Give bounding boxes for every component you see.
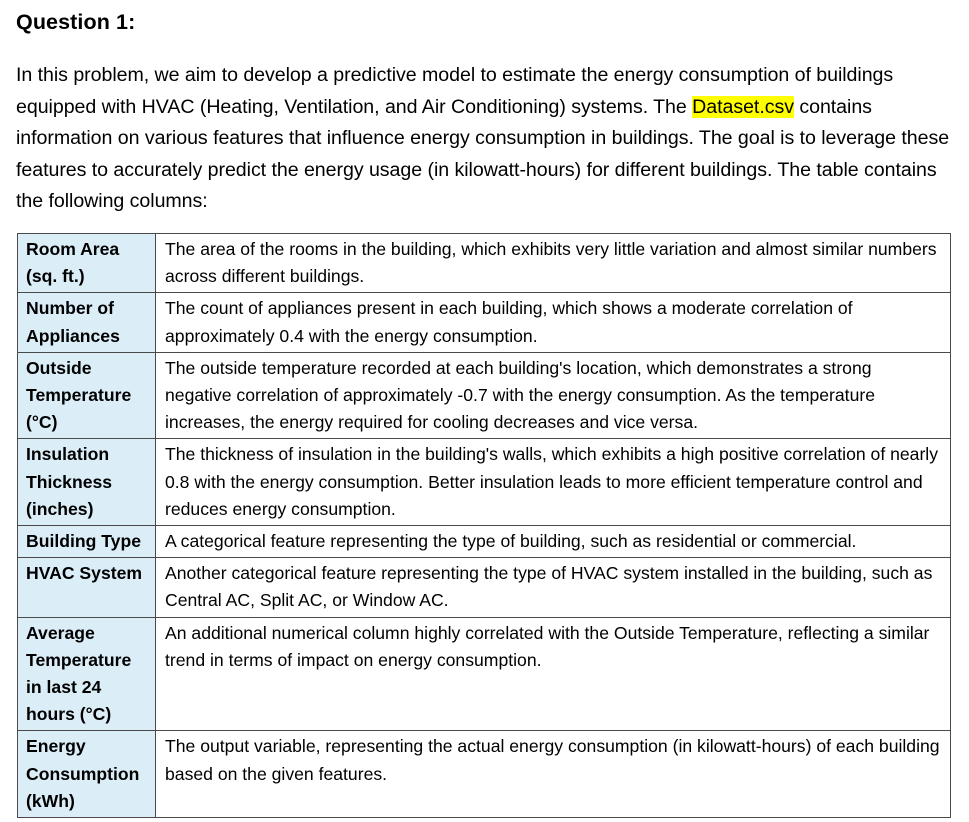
table-row — [18, 234, 951, 293]
table-row — [18, 352, 951, 439]
feature-description-cell: Another categorical feature representing the type of HVAC system installed in the building, such as Central AC, Split AC, or Window AC. — [156, 558, 951, 617]
table-row — [18, 439, 951, 526]
table-row — [18, 558, 951, 617]
intro-paragraph — [16, 60, 951, 218]
table-row — [18, 731, 951, 818]
feature-description-cell: The count of appliances present in each building, which shows a moderate correlation of approximately 0.4 with the energy consumption. — [156, 293, 951, 352]
table-row — [18, 526, 951, 558]
feature-name-cell: Energy Consumption (kWh) — [18, 731, 156, 818]
table-row — [18, 617, 951, 731]
feature-name-cell: Building Type — [18, 526, 156, 558]
feature-description-cell: An additional numerical column highly correlated with the Outside Temperature, reflecting a similar trend in terms of impact on energy consumption. — [156, 617, 951, 731]
dataset-filename-highlight: Dataset.csv — [692, 95, 794, 118]
question-title: Question 1: — [16, 10, 136, 34]
feature-description-cell: The outside temperature recorded at each building's location, which demonstrates a strong negative correlation of approximately -0.7 with the energy consumption. As the temperature increases, the energy required for cooling decreases and vice versa. — [156, 352, 951, 439]
feature-description-cell: The output variable, representing the actual energy consumption (in kilowatt-hours) of each building based on the given features. — [156, 731, 951, 818]
features-table — [17, 233, 951, 818]
feature-name-cell: Number of Appliances — [18, 293, 156, 352]
table-row — [18, 293, 951, 352]
feature-description-cell: A categorical feature representing the type of building, such as residential or commercial. — [156, 526, 951, 558]
feature-description-cell: The area of the rooms in the building, which exhibits very little variation and almost similar numbers across different buildings. — [156, 234, 951, 293]
feature-name-cell: Average Temperature in last 24 hours (°C) — [18, 617, 156, 731]
feature-description-cell: The thickness of insulation in the building's walls, which exhibits a high positive correlation of nearly 0.8 with the energy consumption. Better insulation leads to more efficient temperature control and reduces energy consumption. — [156, 439, 951, 526]
intro-text-part1: In this problem, we aim to develop a predictive model to estimate the energy consumption of buildings equipped with HVAC (Heating, Ventilation, and Air Conditioning) systems. The — [16, 64, 894, 118]
feature-name-cell: HVAC System — [18, 558, 156, 617]
feature-name-cell: Room Area (sq. ft.) — [18, 234, 156, 293]
feature-name-cell: Insulation Thickness (inches) — [18, 439, 156, 526]
feature-name-cell: Outside Temperature (°C) — [18, 352, 156, 439]
intro-text-part2: contains information on various features that influence energy consumption in buildings. The goal is to leverage these features to accurately predict the energy usage (in kilowatt-hours) for different buildings. The table contains the following columns: — [16, 95, 950, 212]
